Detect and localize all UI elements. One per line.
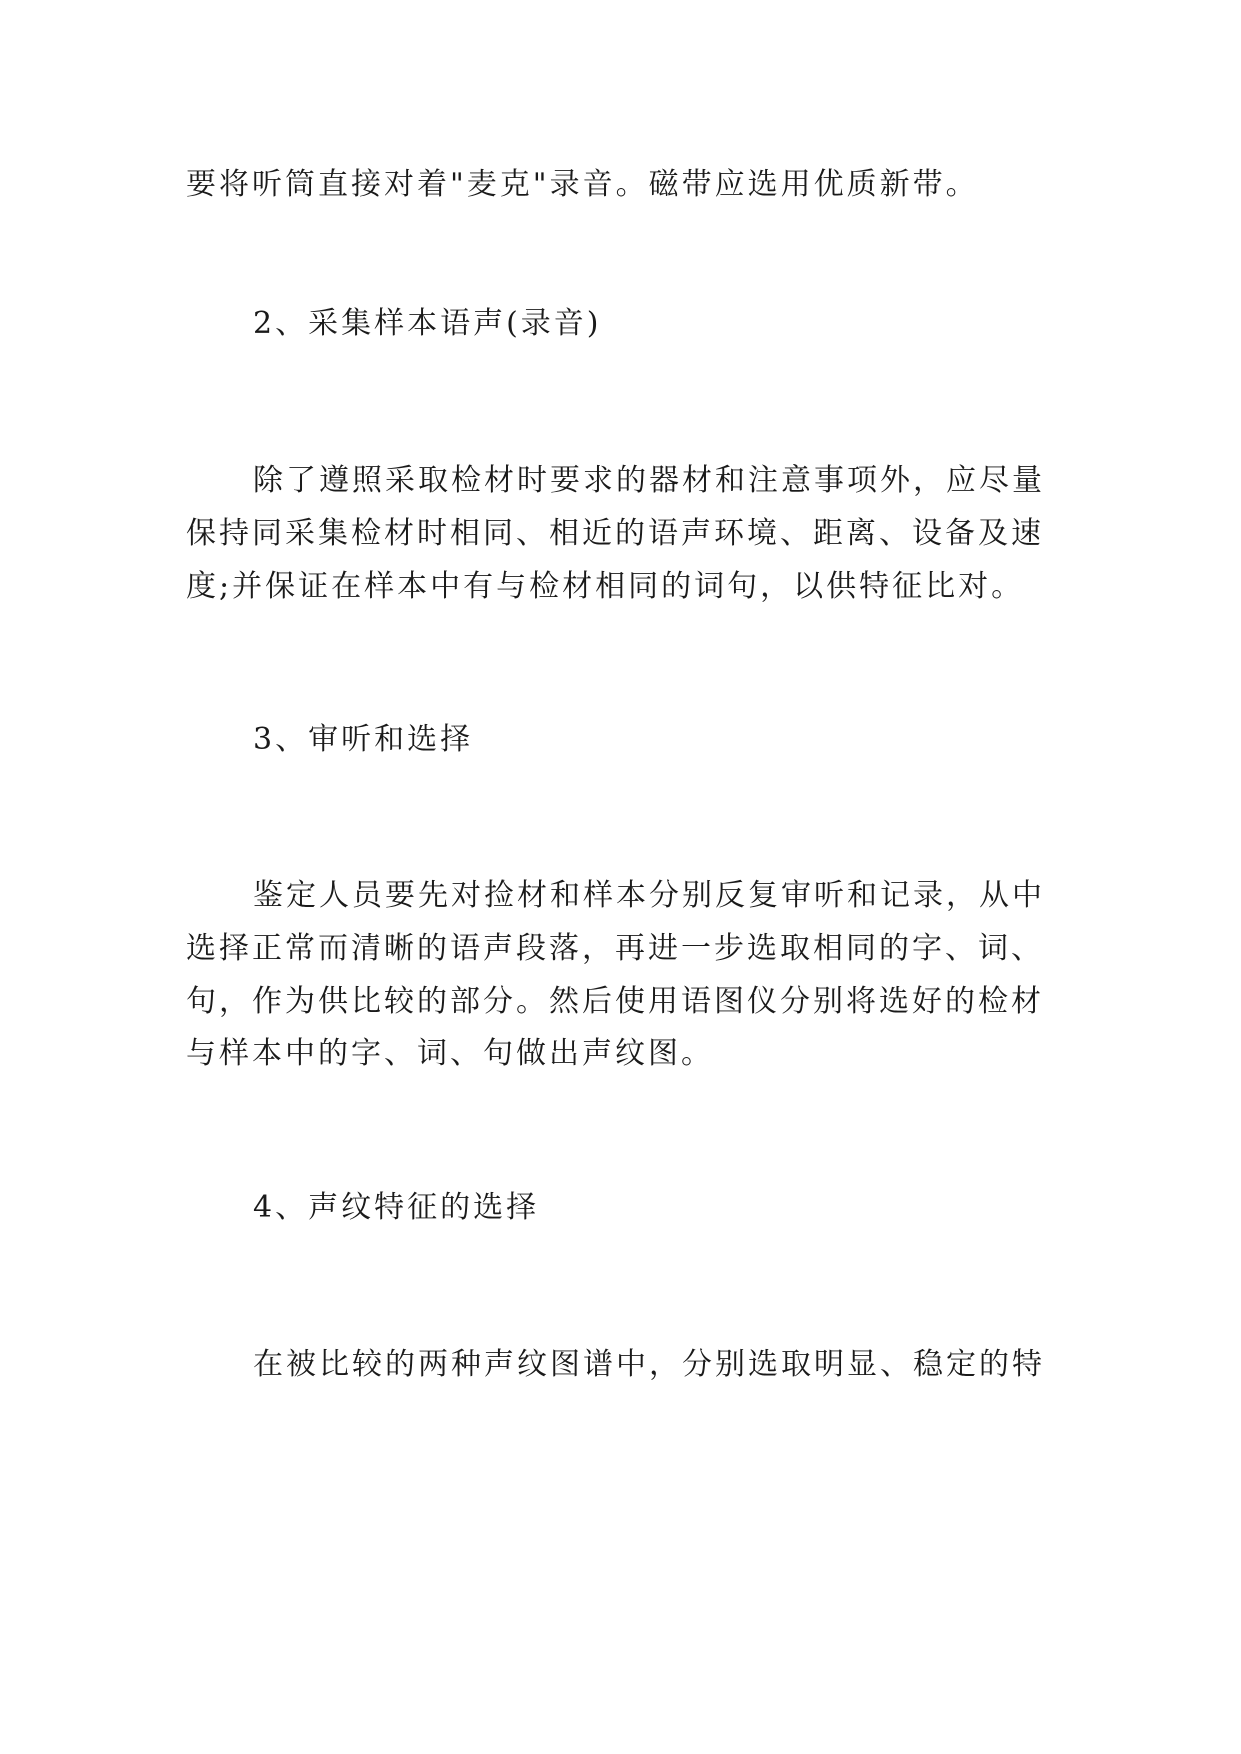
paragraph-line: 句，作为供比较的部分。然后使用语图仪分别将选好的检材 — [186, 984, 1044, 1019]
section-heading-2: 2、采集样本语声(录音) — [253, 306, 602, 341]
section-heading-3: 3、审听和选择 — [253, 722, 474, 757]
paragraph-line: 与样本中的字、词、句做出声纹图。 — [186, 1036, 714, 1071]
paragraph-line: 度;并保证在样本中有与检材相同的词句，以供特征比对。 — [186, 569, 1025, 604]
section-heading-4: 4、声纹特征的选择 — [253, 1190, 540, 1225]
paragraph-line: 选择正常而清晰的语声段落，再进一步选取相同的字、词、 — [186, 931, 1044, 966]
paragraph-line: 在被比较的两种声纹图谱中，分别选取明显、稳定的特 — [253, 1347, 1045, 1382]
paragraph-line: 鉴定人员要先对捡材和样本分别反复审听和记录，从中 — [253, 878, 1045, 913]
paragraph-line: 要将听筒直接对着"麦克"录音。磁带应选用优质新带。 — [186, 167, 979, 202]
paragraph-line: 保持同采集检材时相同、相近的语声环境、距离、设备及速 — [186, 516, 1044, 551]
paragraph-line: 除了遵照采取检材时要求的器材和注意事项外，应尽量 — [253, 463, 1045, 498]
